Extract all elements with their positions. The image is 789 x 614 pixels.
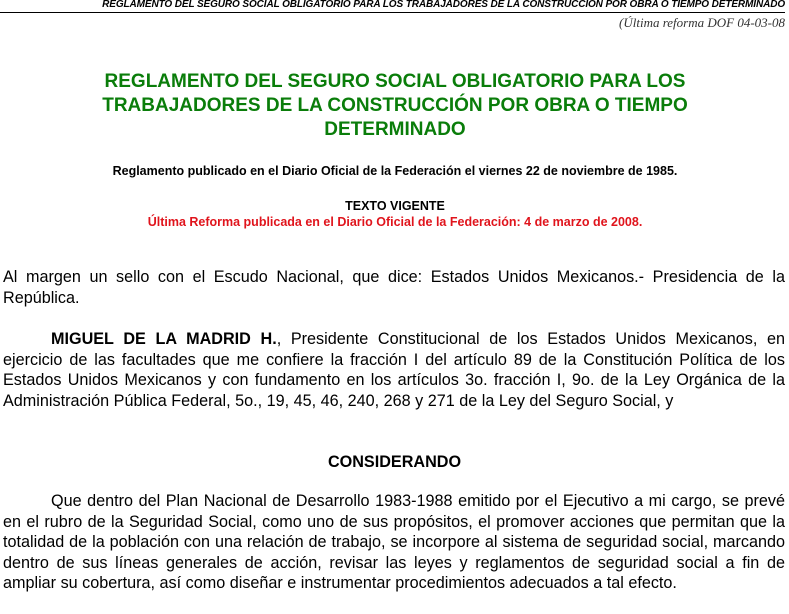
margin-seal-paragraph: Al margen un sello con el Escudo Nacional, que dice: Estados Unidos Mexicanos.- Presidencia de la República. xyxy=(3,268,785,307)
president-paragraph xyxy=(3,329,785,411)
last-reform-note: Última Reforma publicada en el Diario Oficial de la Federación: 4 de marzo de 2008. xyxy=(147,215,643,229)
vigente-label: TEXTO VIGENTE xyxy=(345,199,445,213)
document-title: REGLAMENTO DEL SEGURO SOCIAL OBLIGATORIO PARA LOS TRABAJADORES DE LA CONSTRUCCIÓN POR OBRA O TIEMPO DETERMINADO xyxy=(102,71,688,140)
reform-note: (Última reforma DOF 04-03-08 xyxy=(619,15,785,30)
president-text: , Presidente Constitucional de los Estados Unidos Mexicanos, en ejercicio de las facultades que me confiere la fracción I del artículo 89 de la Constitución Política de los Estados Unidos Mexicanos y con fundamento en los artículos 3o. fracción I, 9o. de la Ley Orgánica de la Administración Pública Federal, 5o., 19, 45, 46, 240, 268 y 271 de la Ley del Seguro Social, y xyxy=(3,330,786,410)
vigente-block xyxy=(20,198,770,230)
considerando-heading: CONSIDERANDO xyxy=(327,453,462,471)
considering-paragraph: Que dentro del Plan Nacional de Desarrollo 1983-1988 emitido por el Ejecutivo a mi cargo, se prevé en el rubro de la Seguridad Social, como uno de sus propósitos, el promover acciones que permitan que la totalidad de la población con una relación de trabajo, se incorpore al sistema de seguridad social, marcando dentro de sus líneas generales de acción, revisar las leyes y reglamentos de seguridad social a fin de ampliar su cobertura, así como diseñar e instrumentar procedimientos adecuados a tal efecto. xyxy=(3,492,785,592)
president-name: MIGUEL DE LA MADRID H. xyxy=(51,330,277,348)
running-header: REGLAMENTO DEL SEGURO SOCIAL OBLIGATORIO PARA LOS TRABAJADORES DE LA CONSTRUCCIÓN POR OBRA O TIEMPO DETERMINADO xyxy=(0,0,785,13)
publication-note: Reglamento publicado en el Diario Oficial de la Federación el viernes 22 de noviembre de 1985. xyxy=(112,164,678,178)
